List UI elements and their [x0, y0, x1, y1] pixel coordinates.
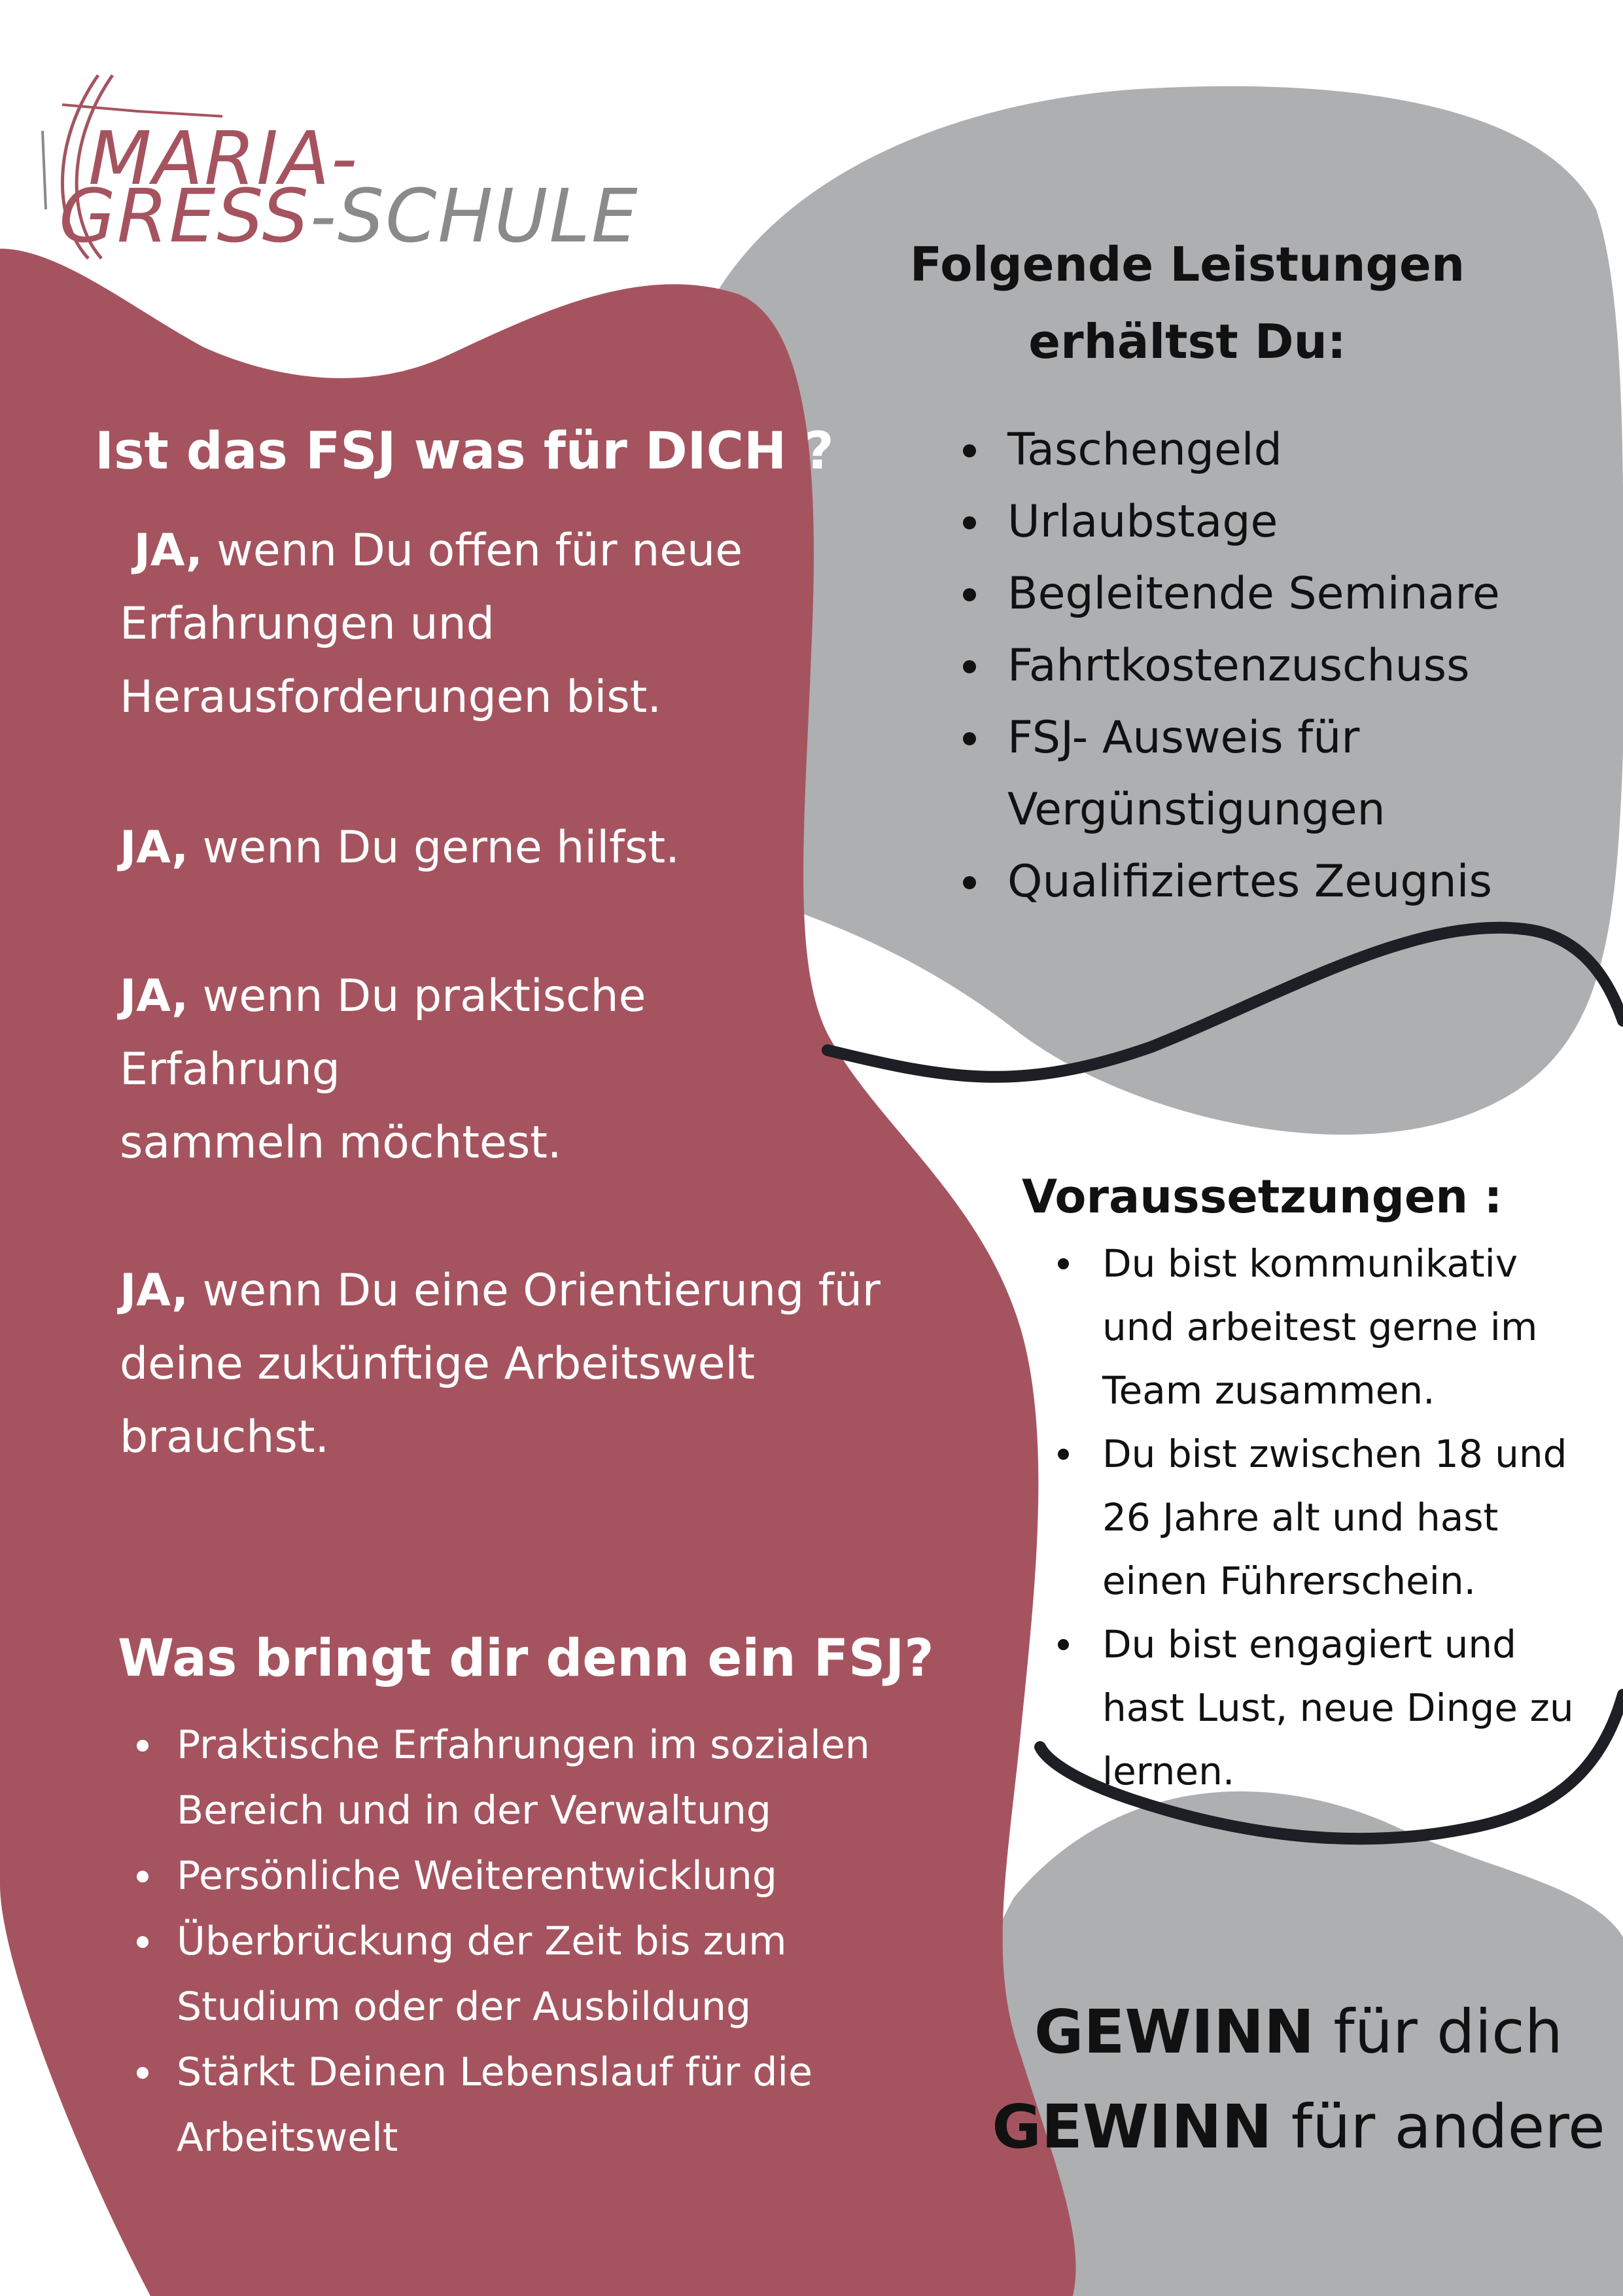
- list-item: Persönliche Weiterentwicklung: [128, 1843, 952, 1909]
- list-item: Begleitende Seminare: [955, 558, 1583, 630]
- gewinn-line-1: GEWINN für dich: [1034, 1997, 1563, 2067]
- fsj-question-heading: Ist das FSJ was für DICH ?: [95, 422, 834, 481]
- ja-item-3: JA, wenn Du praktische Erfahrung sammeln möchtest.: [120, 970, 646, 1169]
- list-item: Du bist zwischen 18 und 26 Jahre alt und hast einen Führerschein.: [1050, 1422, 1613, 1613]
- ja-item-1: JA, wenn Du offen für neue Erfahrungen und Herausforderungen bist.: [120, 525, 743, 723]
- list-item: FSJ- Ausweis für Vergünstigungen: [955, 702, 1583, 846]
- list-item: Fahrtkostenzuschuss: [955, 630, 1583, 702]
- logo-line-2: GRESS-SCHULE: [59, 174, 639, 259]
- list-item: Taschengeld: [955, 414, 1583, 486]
- list-item: Praktische Erfahrungen im sozialen Bereich und in der Verwaltung: [128, 1712, 952, 1843]
- list-item: Qualifiziertes Zeugnis: [955, 846, 1583, 918]
- ja-item-4: JA, wenn Du eine Orientierung für deine zukünftige Arbeitswelt brauchst.: [120, 1265, 881, 1463]
- list-item: Du bist engagiert und hast Lust, neue Dinge zu lernen.: [1050, 1613, 1613, 1803]
- list-item: Du bist kommunikativ und arbeitest gerne im Team zusammen.: [1050, 1232, 1613, 1422]
- requirements-list: [1050, 1232, 1613, 1803]
- requirements-heading: Voraussetzungen :: [1022, 1170, 1503, 1224]
- ja-item-2: JA, wenn Du gerne hilfst.: [120, 822, 680, 874]
- logo-line-1: MARIA-: [88, 116, 359, 202]
- list-item: Urlaubstage: [955, 486, 1583, 558]
- school-logo: [26, 62, 639, 272]
- benefits-heading: Was bringt dir denn ein FSJ?: [118, 1629, 934, 1688]
- list-item: Stärkt Deinen Lebenslauf für die Arbeitswelt: [128, 2040, 952, 2170]
- benefits-list: [128, 1712, 952, 2170]
- services-list: [955, 414, 1583, 918]
- gewinn-line-2: GEWINN für andere: [992, 2092, 1605, 2162]
- services-heading: Folgende Leistungen erhältst Du:: [909, 237, 1465, 369]
- list-item: Überbrückung der Zeit bis zum Studium oder der Ausbildung: [128, 1909, 952, 2040]
